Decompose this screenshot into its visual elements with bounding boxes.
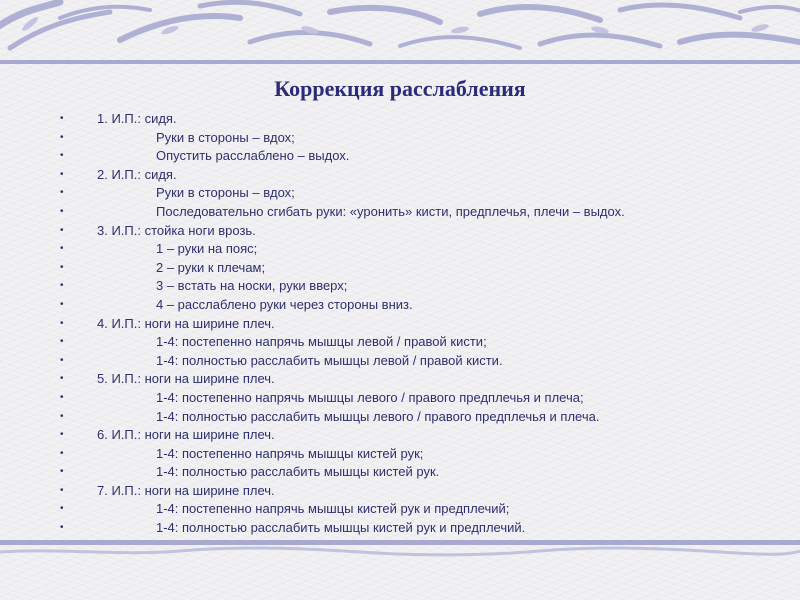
- bullet-icon: •: [60, 503, 64, 515]
- bullet-icon: •: [60, 354, 64, 366]
- list-item-text: 3 – встать на носки, руки вверх;: [156, 278, 348, 294]
- list-item-text: Руки в стороны – вдох;: [156, 185, 295, 201]
- slide-title: Коррекция расслабления: [274, 76, 526, 101]
- bullet-icon: •: [60, 224, 64, 236]
- bullet-icon: •: [60, 373, 64, 385]
- list-item-text: 1-4: постепенно напрячь мышцы левой / правой кисти;: [156, 334, 487, 350]
- bullet-icon: •: [60, 429, 64, 441]
- list-item-text: Опустить расслаблено – выдох.: [156, 148, 350, 164]
- list-item-text: 7. И.П.: ноги на ширине плеч.: [97, 482, 275, 498]
- top-rule-line: [0, 60, 800, 64]
- bullet-icon: •: [60, 205, 64, 217]
- list-item: [60, 333, 760, 352]
- list-item: [60, 277, 760, 296]
- list-item-text: 5. И.П.: ноги на ширине плеч.: [97, 371, 275, 387]
- list-item-text: 6. И.П.: ноги на ширине плеч.: [97, 427, 275, 443]
- list-item: [60, 519, 760, 538]
- list-item: [60, 203, 760, 222]
- list-item-text: Последовательно сгибать руки: «уронить» кисти, предплечья, плечи – выдох.: [156, 203, 625, 219]
- list-item-text: 1-4: полностью расслабить мышцы кистей рук и предплечий.: [156, 520, 526, 536]
- list-item: [60, 389, 760, 408]
- bullet-icon: •: [60, 243, 64, 255]
- list-item: [60, 296, 760, 315]
- list-item-text: 1-4: постепенно напрячь мышцы кистей рук;: [156, 445, 424, 461]
- list-item-text: 4 – расслаблено руки через стороны вниз.: [156, 296, 413, 312]
- bullet-icon: •: [60, 261, 64, 273]
- list-item-text: 2. И.П.: сидя.: [97, 166, 177, 182]
- list-item-text: 1 – руки на пояс;: [156, 241, 258, 257]
- list-item: [60, 408, 760, 427]
- list-item: [60, 426, 760, 445]
- bullet-icon: •: [60, 187, 64, 199]
- list-item: [60, 166, 760, 185]
- list-item-text: 3. И.П.: стойка ноги врозь.: [97, 222, 256, 238]
- list-item: [60, 129, 760, 148]
- list-item-text: 1-4: полностью расслабить мышцы левого / правого предплечья и плеча.: [156, 408, 600, 424]
- list-item: [60, 482, 760, 501]
- bullet-icon: •: [60, 150, 64, 162]
- list-item: [60, 259, 760, 278]
- list-item: [60, 240, 760, 259]
- bullet-icon: •: [60, 466, 64, 478]
- list-item: [60, 147, 760, 166]
- bottom-wave-decoration: [0, 538, 800, 562]
- list-item-text: 4. И.П.: ноги на ширине плеч.: [97, 315, 275, 331]
- list-item-text: 1-4: постепенно напрячь мышцы левого / правого предплечья и плеча;: [156, 389, 584, 405]
- list-item-text: 1-4: полностью расслабить мышцы левой / правой кисти.: [156, 352, 503, 368]
- list-item: [60, 463, 760, 482]
- list-item: [60, 370, 760, 389]
- bullet-icon: •: [60, 168, 64, 180]
- bullet-icon: •: [60, 131, 64, 143]
- list-item: [60, 500, 760, 519]
- list-item: [60, 445, 760, 464]
- list-item: [60, 110, 760, 129]
- list-item-text: 1-4: полностью расслабить мышцы кистей рук.: [156, 464, 440, 480]
- bullet-icon: •: [60, 298, 64, 310]
- bullet-icon: •: [60, 484, 64, 496]
- exercise-list: [60, 110, 760, 538]
- bullet-icon: •: [60, 391, 64, 403]
- list-item: [60, 315, 760, 334]
- bullet-icon: •: [60, 280, 64, 292]
- bullet-icon: •: [60, 113, 64, 124]
- bullet-icon: •: [60, 410, 64, 422]
- list-item: [60, 184, 760, 203]
- top-wave-decoration: [0, 0, 800, 82]
- list-item-text: 1. И.П.: сидя.: [97, 111, 177, 126]
- bullet-icon: •: [60, 336, 64, 348]
- list-item: [60, 222, 760, 241]
- list-item-text: 2 – руки к плечам;: [156, 259, 266, 275]
- list-item: [60, 352, 760, 371]
- bullet-icon: •: [60, 522, 64, 534]
- bullet-icon: •: [60, 447, 64, 459]
- bullet-icon: •: [60, 317, 64, 329]
- list-item-text: 1-4: постепенно напрячь мышцы кистей рук и предплечий;: [156, 501, 510, 517]
- list-item-text: Руки в стороны – вдох;: [156, 129, 295, 145]
